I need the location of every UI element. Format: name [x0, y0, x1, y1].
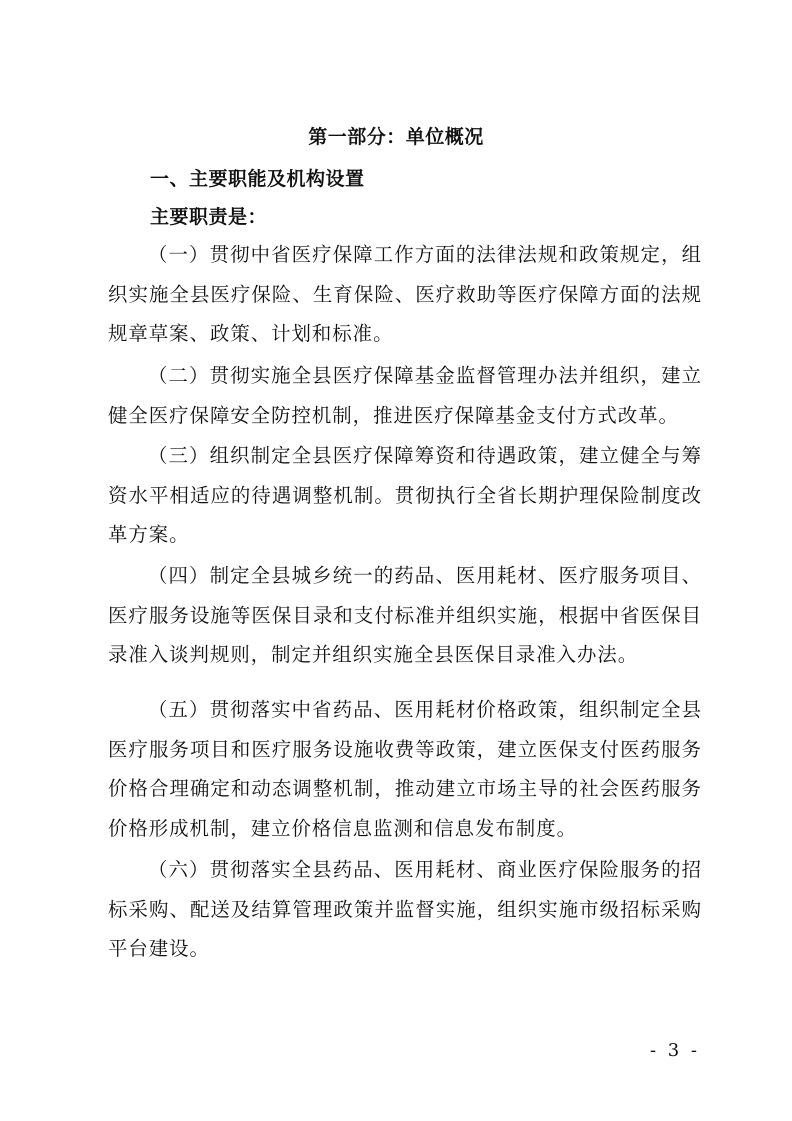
page-title: 第一部分：单位概况 [308, 126, 484, 148]
paragraph-4: （四）制定全县城乡统一的药品、医用耗材、医疗服务项目、医疗服务设施等医保目录和支付标准并组织实施，根据中省医保目录准入谈判规则，制定并组织实施全县医保目录准入办法。 [108, 564, 702, 666]
paragraph-5: （五）贯彻落实中省药品、医用耗材价格政策，组织制定全县医疗服务项目和医疗服务设施收费等政策，建立医保支付医药服务价格合理确定和动态调整机制，推动建立市场主导的社会医药服务价格形成机制，建立价格信息监测和信息发布制度。 [108, 698, 702, 840]
paragraph-1: （一）贯彻中省医疗保障工作方面的法律法规和政策规定，组织实施全县医疗保险、生育保险、医疗救助等医疗保障方面的法规规章草案、政策、计划和标准。 [108, 243, 702, 345]
paragraph-2: （二）贯彻实施全县医疗保障基金监督管理办法并组织，建立健全医疗保障安全防控机制，推进医疗保障基金支付方式改革。 [108, 364, 702, 427]
paragraph-3: （三）组织制定全县医疗保障筹资和待遇政策，建立健全与筹资水平相适应的待遇调整机制。贯彻执行全省长期护理保险制度改革方案。 [108, 444, 702, 546]
paragraph-6: （六）贯彻落实全县药品、医用耗材、商业医疗保险服务的招标采购、配送及结算管理政策并监督实施，组织实施市级招标采购平台建设。 [108, 858, 702, 960]
duties-label: 主要职责是： [150, 206, 268, 228]
page-number: - 3 - [649, 1040, 700, 1061]
section-heading: 一、主要职能及机构设置 [150, 168, 365, 190]
